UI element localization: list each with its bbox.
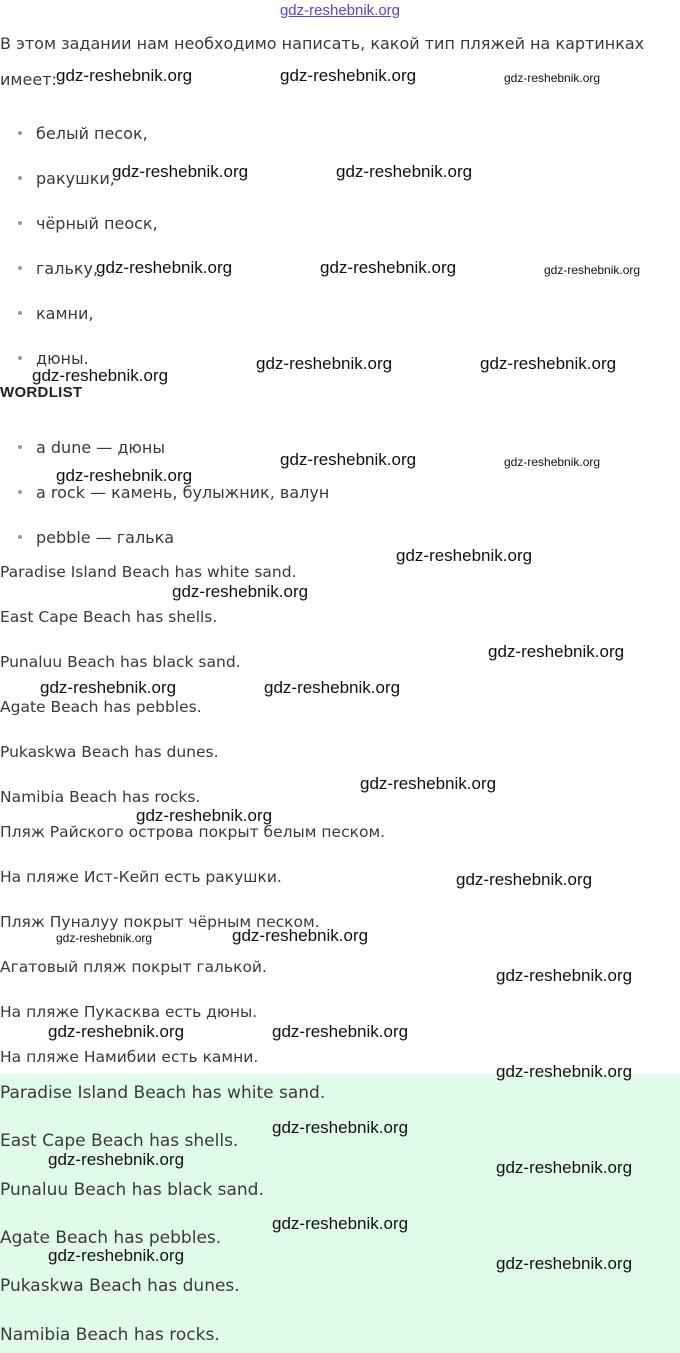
list-item: дюны. [36,349,89,368]
watermark: gdz-reshebnik.org [504,71,601,85]
watermark: gdz-reshebnik.org [496,1062,633,1081]
site-header-link[interactable]: gdz-reshebnik.org [279,2,401,19]
watermark: gdz-reshebnik.org [56,466,193,485]
watermark: gdz-reshebnik.org [264,678,401,697]
watermark: gdz-reshebnik.org [136,806,273,825]
wordlist-heading: WORDLIST [0,384,83,401]
watermark: gdz-reshebnik.org [272,1118,409,1137]
final-answer-line: East Cape Beach has shells. [0,1131,239,1151]
answer-line: Agate Beach has pebbles. [0,698,202,716]
watermark: gdz-reshebnik.org [56,931,153,945]
final-answer-line: Pukaskwa Beach has dunes. [0,1276,240,1296]
intro-line-1: В этом задании нам необходимо написать, какой тип пляжей на картинках [0,34,645,53]
final-answer-line: Namibia Beach has rocks. [0,1325,220,1345]
intro-line-2: имеет: [0,70,57,89]
watermark: gdz-reshebnik.org [32,366,169,385]
translation-line: Пляж Пуналуу покрыт чёрным песком. [0,913,320,931]
watermark: gdz-reshebnik.org [336,162,473,181]
watermark: gdz-reshebnik.org [256,354,393,373]
bullet-icon [18,131,22,135]
answer-line: East Cape Beach has shells. [0,608,218,626]
watermark: gdz-reshebnik.org [40,678,177,697]
bullet-icon [18,445,22,449]
watermark: gdz-reshebnik.org [280,66,417,85]
watermark: gdz-reshebnik.org [360,774,497,793]
list-item: a rock — камень, булыжник, валун [36,483,329,502]
translation-line: На пляже Ист-Кейп есть ракушки. [0,868,282,886]
watermark: gdz-reshebnik.org [48,1150,185,1169]
translation-line: Агатовый пляж покрыт галькой. [0,958,267,976]
bullet-icon [18,311,22,315]
watermark: gdz-reshebnik.org [496,966,633,985]
watermark: gdz-reshebnik.org [544,263,641,277]
watermark: gdz-reshebnik.org [480,354,617,373]
answer-line: Punaluu Beach has black sand. [0,653,241,671]
final-answer-line: Paradise Island Beach has white sand. [0,1083,326,1103]
watermark: gdz-reshebnik.org [396,546,533,565]
watermark: gdz-reshebnik.org [48,1246,185,1265]
watermark: gdz-reshebnik.org [232,926,369,945]
watermark: gdz-reshebnik.org [320,258,457,277]
bullet-icon [18,535,22,539]
bullet-icon [18,356,22,360]
translation-line: На пляже Пукасква есть дюны. [0,1003,258,1021]
bullet-icon [18,490,22,494]
translation-line: На пляже Намибии есть камни. [0,1048,259,1066]
watermark: gdz-reshebnik.org [56,66,193,85]
watermark: gdz-reshebnik.org [272,1214,409,1233]
list-item: белый песок, [36,124,148,143]
watermark: gdz-reshebnik.org [48,1022,185,1041]
list-item: камни, [36,304,93,323]
watermark: gdz-reshebnik.org [488,642,625,661]
answer-line: Pukaskwa Beach has dunes. [0,743,219,761]
list-item: гальку, [36,259,98,278]
bullet-icon [18,221,22,225]
watermark: gdz-reshebnik.org [272,1022,409,1041]
watermark: gdz-reshebnik.org [496,1254,633,1273]
watermark: gdz-reshebnik.org [112,162,249,181]
watermark: gdz-reshebnik.org [504,455,601,469]
watermark: gdz-reshebnik.org [96,258,233,277]
answer-line: Namibia Beach has rocks. [0,788,201,806]
list-item: ракушки, [36,169,115,188]
watermark: gdz-reshebnik.org [280,450,417,469]
list-item: pebble — галька [36,528,174,547]
watermark: gdz-reshebnik.org [172,582,309,601]
list-item: чёрный пеоск, [36,214,158,233]
final-answer-line: Agate Beach has pebbles. [0,1228,222,1248]
watermark: gdz-reshebnik.org [496,1158,633,1177]
list-item: a dune — дюны [36,438,165,457]
bullet-icon [18,266,22,270]
bullet-icon [18,176,22,180]
translation-line: Пляж Райского острова покрыт белым песком. [0,823,386,841]
watermark: gdz-reshebnik.org [456,870,593,889]
answer-line: Paradise Island Beach has white sand. [0,563,297,581]
final-answer-line: Punaluu Beach has black sand. [0,1180,264,1200]
